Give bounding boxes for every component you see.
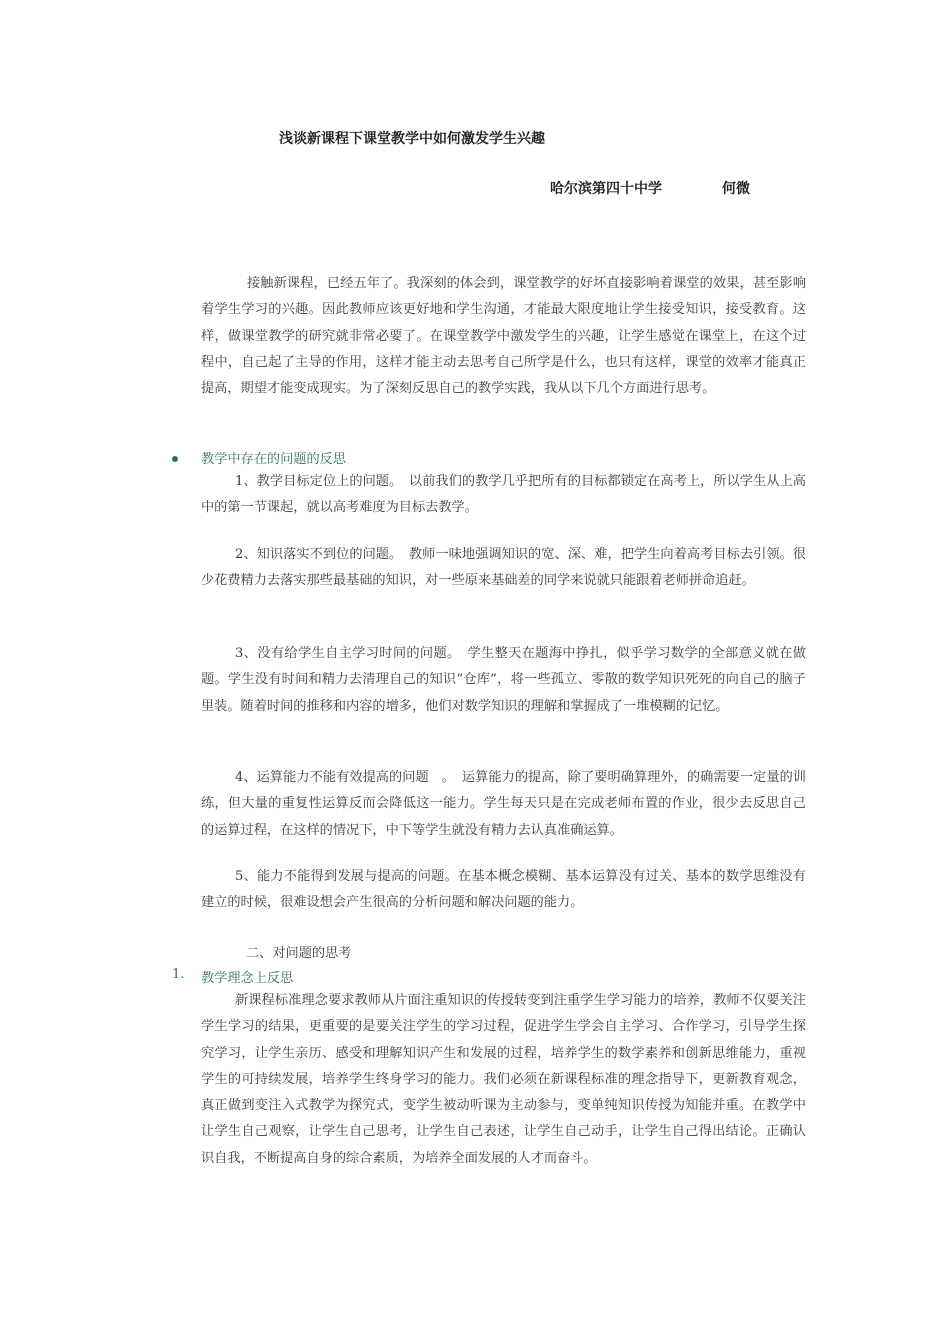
- problem-item-2: 2、知识落实不到位的问题。 教师一味地强调知识的宽、深、难，把学生向着高考目标去引领。很少花费精力去落实那些最基础的知识，对一些原来基础差的同学来说就只能跟着老师拼命追赶。: [201, 547, 806, 589]
- section2-subheading: 教学理念上反思: [201, 971, 294, 986]
- intro-paragraph: 接触新课程，已经五年了。我深刻的体会到，课堂教学的好坏直接影响着课堂的效果，甚至影响着学生学习的兴趣。因此教师应该更好地和学生沟通，才能最大限度地让学生接受知识，接受教育。这样，做课堂教学的研究就非常必要了。在课堂教学中激发学生的兴趣，让学生感觉在课堂上，在这个过程中，自己起了主导的作用，这样才能主动去思考自己所学是什么，也只有这样，课堂的效率才能真正提高，期望才能变成现实。为了深刻反思自己的教学实践，我从以下几个方面进行思考。: [201, 276, 806, 397]
- bullet-dot-icon: [172, 456, 178, 462]
- problem-item-3: 3、没有给学生自主学习时间的问题。 学生整天在题海中挣扎，似乎学习数学的全部意义就在做题。学生没有时间和精力去清理自己的知识“仓库”，将一些孤立、零散的数学知识死死的向自己的脑子里装。随着时间的推移和内容的增多，他们对数学知识的理解和掌握成了一堆模糊的记忆。: [201, 646, 806, 714]
- problem-item-5: 5、能力不能得到发展与提高的问题。在基本概念模糊、基本运算没有过关、基本的数学思维没有建立的时候，很难设想会产生很高的分析问题和解决问题的能力。: [201, 869, 806, 911]
- document-title: 浅谈新课程下课堂教学中如何激发学生兴趣: [279, 131, 545, 147]
- problem-item-4: 4、运算能力不能有效提高的问题 。 运算能力的提高，除了要明确算理外，的确需要一定量的训练，但大量的重复性运算反而会降低这一能力。学生每天只是在完成老师布置的作业，很少去反思自己的运算过程，在这样的情况下，中下等学生就没有精力去认真准确运算。: [201, 770, 806, 838]
- section2-body: 新课程标准理念要求教师从片面注重知识的传授转变到注重学生学习能力的培养，教师不仅要关注学生学习的结果，更重要的是要关注学生的学习过程，促进学生学会自主学习、合作学习，引导学生探究学习，让学生亲历、感受和理解知识产生和发展的过程，培养学生的数学素养和创新思维能力，重视学生的可持续发展，培养学生终身学习的能力。我们必须在新课程标准的理念指导下，更新教育观念，真正做到变注入式教学为探究式，变学生被动听课为主动参与，变单纯知识传授为知能并重。在教学中让学生自己观察，让学生自己思考，让学生自己表述，让学生自己动手，让学生自己得出结论。正确认识自我，不断提高自身的综合素质，为培养全面发展的人才而奋斗。: [201, 993, 806, 1166]
- author-name: 何微: [722, 181, 750, 197]
- author-school: 哈尔滨第四十中学: [550, 181, 662, 197]
- section1-heading: 教学中存在的问题的反思: [201, 452, 347, 467]
- problem-item-1: 1、教学目标定位上的问题。 以前我们的教学几乎把所有的目标都锁定在高考上，所以学生从上高中的第一节课起，就以高考难度为目标去教学。: [201, 474, 806, 516]
- section2-heading: 二、对问题的思考: [246, 946, 352, 961]
- list-number: 1.: [172, 967, 185, 982]
